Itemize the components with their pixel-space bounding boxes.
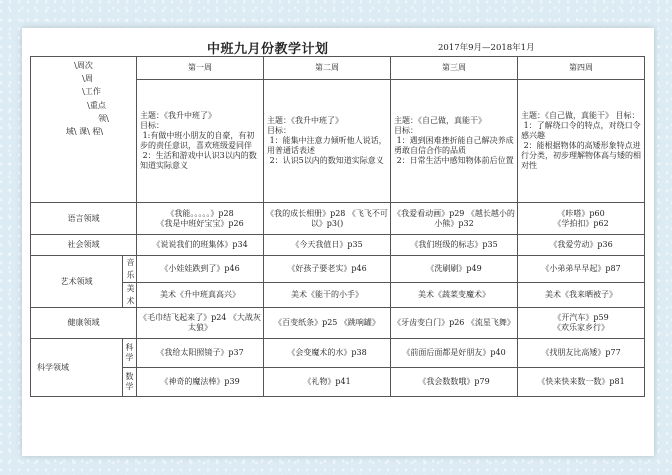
- lesson-cell: 《快来快来数一数》p81: [518, 368, 645, 397]
- domain-label: 健康领域: [31, 308, 137, 339]
- date-range: 2017年9月—2018年1月: [438, 43, 535, 53]
- sub-label: [123, 256, 137, 283]
- lesson-cell: 《礼物》p41: [264, 368, 391, 397]
- lesson-cell: 《今天我值日》p35: [264, 235, 391, 256]
- lesson-cell: 《找朋友比高矮》p77: [518, 339, 645, 368]
- page-title: 中班九月份教学计划: [207, 42, 329, 57]
- week-header: 第三周: [391, 57, 518, 80]
- lesson-cell: 《我们班级的标志》p35: [391, 235, 518, 256]
- corner-line: \周次: [74, 61, 93, 70]
- goal-text: 主题：《我升中班了》 目标： 1:有做中班小朋友的自豪，有初步的责任意识，喜欢班级爱同伴 2：生活和游戏中认识3以内的数知道实际意义: [140, 111, 257, 170]
- lesson-cell: 《小弟弟早早起》p87: [518, 256, 645, 283]
- lesson-cell: 《毛巾结飞起来了》p24 《大战灰太狼》: [137, 308, 264, 339]
- goal-cell: [264, 80, 391, 203]
- lesson-cell: 《前面后面都是好朋友》p40: [391, 339, 518, 368]
- corner-cell: [31, 57, 137, 203]
- lesson-cell: 美术《能干的小手》: [264, 283, 391, 308]
- domain-label: 艺术领域: [31, 256, 123, 308]
- domain-label: 科学领域: [31, 339, 123, 397]
- lesson-cell: 美术《我来晒被子》: [518, 283, 645, 308]
- domain-label: 语言领域: [31, 203, 137, 235]
- math-row: [31, 368, 645, 397]
- corner-line: 领\: [98, 113, 109, 123]
- document-page: [22, 28, 654, 456]
- header-row: [31, 57, 645, 80]
- goal-cell: [391, 80, 518, 203]
- goal-cell: [137, 80, 264, 203]
- lesson-cell: 《神奇的魔法棒》p39: [137, 368, 264, 397]
- lesson-cell: 《我会数数哦》p79: [391, 368, 518, 397]
- lesson-cell: 《我爱劳动》p36: [518, 235, 645, 256]
- lesson-cell: 《开汽车》p59 《欢乐家乡行》: [518, 308, 645, 339]
- lesson-cell: 《洗刷刷》p49: [391, 256, 518, 283]
- plan-table: [30, 56, 645, 397]
- week-header: 第四周: [518, 57, 645, 80]
- goal-text: 主题：《自己做，真能干》 目标： 1：了解绕口令的特点，对绕口令感兴趣 2：能根据物体的高矮形象特点进行分类，初步理解物体高与矮的相对性: [521, 111, 642, 170]
- corner-line: 域\ 课\ 程\: [65, 126, 104, 136]
- social-row: [31, 235, 645, 256]
- language-row: [31, 203, 645, 235]
- sub-label: [123, 283, 137, 308]
- corner-line: \周: [82, 74, 93, 84]
- lesson-cell: 《咔嗒》p60 《学拍扣》p62: [518, 203, 645, 235]
- math-sub-label: 数学: [123, 368, 137, 397]
- week-header: 第一周: [137, 57, 264, 80]
- lesson-cell: 《好孩子要老实》p46: [264, 256, 391, 283]
- goal-text: 主题：《我升中班了》 目标： 1：能集中注意力倾听他人说话，用普通话表述 2：认识5以内的数知道实际意义: [267, 116, 387, 165]
- lesson-cell: 美术《蔬菜变魔术》: [391, 283, 518, 308]
- fine-art-label: 美 术: [126, 284, 135, 306]
- lesson-cell: 《我给太阳照镜子》p37: [137, 339, 264, 368]
- lesson-cell: 《我能。。。。。》p28 《我是中班好宝宝》p26: [137, 203, 264, 235]
- lesson-cell: 《小娃娃跌到了》p46: [137, 256, 264, 283]
- art-music-row: [31, 256, 645, 283]
- lesson-cell: 《牙齿变白门》p26 《流星飞舞》: [391, 308, 518, 339]
- lesson-cell: 《我爱看动画》p29 《越长越小的小熊》p32: [391, 203, 518, 235]
- health-row: [31, 308, 645, 339]
- sci-sub-label: 科学: [123, 339, 137, 368]
- goal-text: 主题：《自己做，真能干》 目标： 1：遇到困难挫折能自己解决养成勇敢自信合作的品质 2：日常生活中感知物体前后位置: [394, 116, 514, 165]
- domain-label: 社会领域: [31, 235, 137, 256]
- lesson-cell: 《我的成长相册》p28 《飞飞不可以》p3(): [264, 203, 391, 235]
- corner-line: \工作: [82, 87, 101, 97]
- science-row: [31, 339, 645, 368]
- goal-cell: [518, 80, 645, 203]
- week-header: 第二周: [264, 57, 391, 80]
- lesson-cell: 美术《升中班真高兴》: [137, 283, 264, 308]
- art-fine-row: [31, 283, 645, 308]
- lesson-cell: 《百变纸条》p25 《跳响罐》: [264, 308, 391, 339]
- music-label: 音 乐: [126, 258, 135, 280]
- corner-line: \重点: [87, 100, 106, 110]
- lesson-cell: 《会变魔术的水》p38: [264, 339, 391, 368]
- lesson-cell: 《说说我们的班集体》p34: [137, 235, 264, 256]
